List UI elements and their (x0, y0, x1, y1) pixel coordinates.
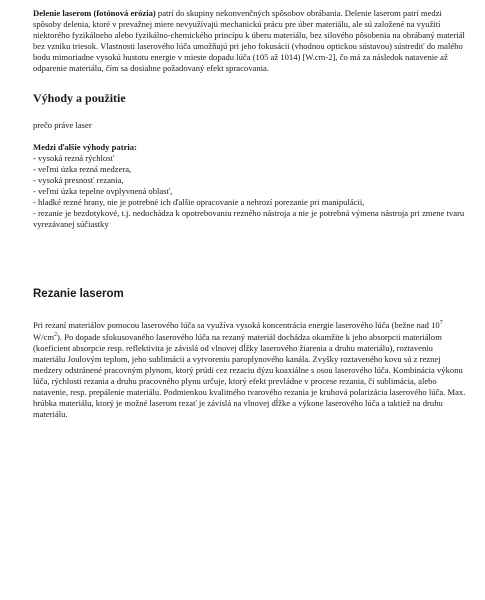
why-laser-text: prečo práve laser (33, 119, 92, 130)
cutting-paragraph (33, 320, 467, 420)
cutting-text-c: ). Po dopade sfokusovaného laserového lúča na rezaný materiál dochádza okamžite k jeho absorpcii materiálom (koeficient absorpcie resp. reflektivita je závislá od vlnovej dĺžky laserového žiarenia a druhu materiálu), roztaveniu materiálu Joulovým teplom, jeho sublimácii a vytvoreniu paroplynového kanála. Zvyšky roztaveného kovu sú z reznej medzery odstránené pracovným plynom, ktorý prúdi cez rezaciu dýzu koaxiálne s osou laserového lúča. Kombinácia výkonu lúča, rýchlosti rezania a druhu pracovného plynu určuje, ktorý efekt prevládne v procese rezania, či sublimácia, alebo natavenie, resp. prepálenie materiálu. Podmienkou kvalitného tvarového rezania je kruhová polarizácia laserového lúča. Max. hrúbka materiálu, ktorý je možné laserom rezať je závislá na vlnovej dĺžke a výkone laserového lúča a taktiež na druhu materiálu. (33, 331, 466, 420)
list-item: - vysoká presnosť rezania, (33, 174, 124, 185)
intro-paragraph (33, 8, 467, 75)
advantages-list-heading (33, 142, 467, 153)
spacer (33, 230, 467, 288)
advantages-list-heading-text: Medzi ďalšie výhody patria: (33, 141, 137, 152)
spacer (33, 131, 467, 142)
intro-term: Delenie laserom (fotónová erózia) (33, 8, 156, 18)
cutting-exponent-1: 7 (439, 320, 443, 327)
list-item: - rezanie je bezdotykové, t.j. nedochádza k opotrebovaniu rezného nástroja a nie je potrebná výmena nástroja pri zmene tvaru vyrezávanej súčiastky (33, 208, 465, 230)
cutting-text-a: Pri rezaní materiálov pomocou laserového lúča sa využíva vysoká koncentrácia energie laserového lúča (bežne nad 10 (33, 320, 440, 331)
list-item: - hladké rezné hrany, nie je potrebné ich ďalšie opracovanie a nehrozí porezanie pri manipulácii, (33, 197, 365, 208)
advantages-heading: Výhody a použitie (33, 90, 126, 105)
list-item: - vysoká rezná rýchlosť (33, 152, 115, 163)
list-item: - veľmi úzka tepelne ovplyvnená oblasť, (33, 186, 173, 197)
intro-text: patrí do skupiny nekonvenčných spôsobov obrábania. Delenie laserom patrí medzi spôsoby delenia, ktoré v prevažnej miere nevyužívajú mechanickú prácu pre úber materiálu, ale sú založené na využití niektorého fyzikálneho alebo fyzikálno-chemického princípu k úberu materiálu, bez silového pôsobenia na obrábaný materiál bez vzniku triesok. Vlastnosti laserového lúča umožňujú pri jeho fokusácii (vhodnou optickou sústavou) sústrediť do malého bodu mimoriadne vysokú hustotu energie v mieste dopadu lúča (105 až 1014) [W.cm-2], čo má za následok natavenie až odparenie materiálu, čím sa dosiahne požadovaný efekt spracovania. (33, 8, 465, 74)
list-item: - veľmi úzka rezná medzera, (33, 163, 132, 174)
advantages-list (33, 153, 467, 231)
cutting-text-b: W/cm (33, 331, 54, 342)
cutting-exponent-2: 2 (54, 331, 57, 338)
cutting-heading: Rezanie laserom (33, 288, 124, 301)
